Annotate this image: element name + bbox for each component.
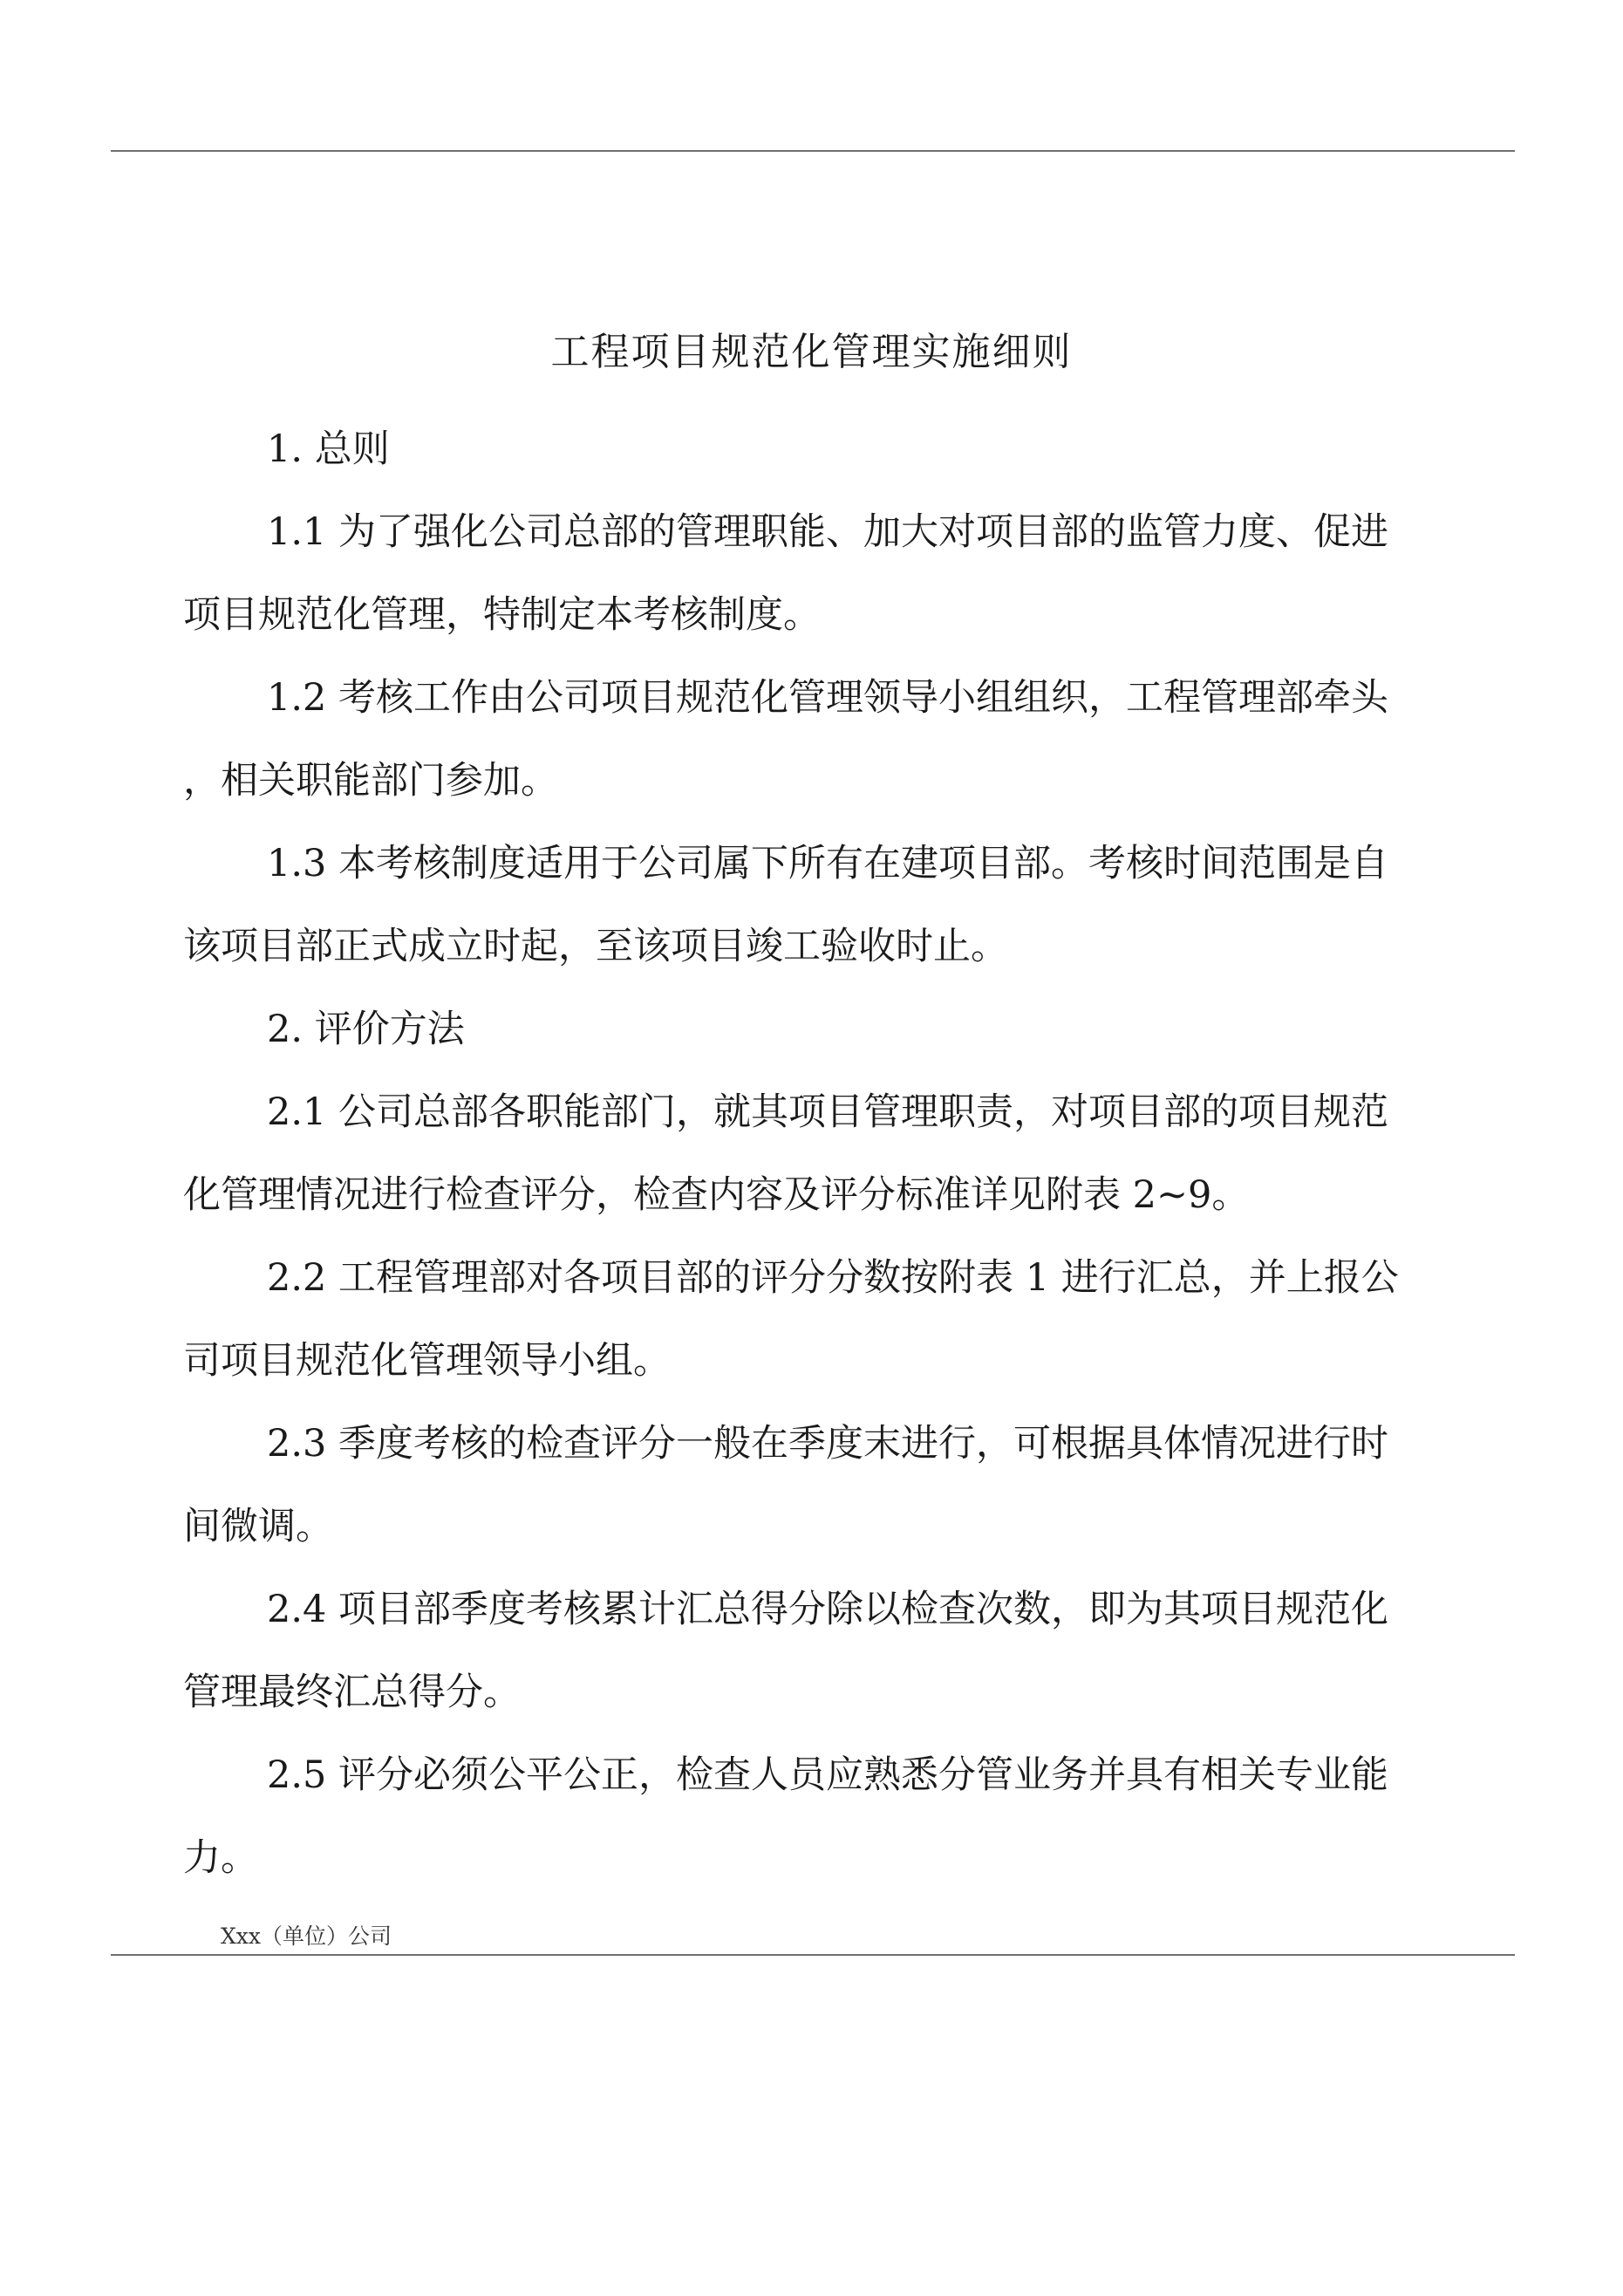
section-heading-evaluation	[183, 988, 1517, 1071]
paragraph-line: 1. 总则	[267, 427, 390, 471]
footer-rule	[111, 1954, 1515, 1956]
paragraph-line: 1.2 考核工作由公司项目规范化管理领导小组组织，工程管理部牵头	[267, 676, 1389, 720]
paragraph-2-2	[183, 1237, 1517, 1403]
section-heading-general	[183, 408, 1517, 491]
document-body	[183, 408, 1517, 1900]
header-rule	[111, 150, 1515, 152]
paragraph-line: 2.2 工程管理部对各项目部的评分分数按附表 1 进行汇总，并上报公	[267, 1256, 1399, 1300]
paragraph-2-1	[183, 1071, 1517, 1237]
paragraph-line: 力。	[183, 1836, 258, 1880]
paragraph-line: ，相关职能部门参加。	[183, 759, 558, 803]
paragraph-line: 2.4 项目部季度考核累计汇总得分除以检查次数，即为其项目规范化	[267, 1588, 1389, 1631]
paragraph-line: 司项目规范化管理领导小组。	[183, 1339, 671, 1383]
paragraph-1-3	[183, 823, 1517, 988]
paragraph-line: 管理最终汇总得分。	[183, 1671, 521, 1714]
paragraph-2-3	[183, 1403, 1517, 1568]
paragraph-line: 间微调。	[183, 1505, 333, 1548]
footer-company-name: Xxx（单位）公司	[221, 1924, 392, 1949]
paragraph-2-5	[183, 1734, 1517, 1900]
paragraph-line: 1.3 本考核制度适用于公司属下所有在建项目部。考核时间范围是自	[267, 842, 1389, 885]
paragraph-1-1	[183, 491, 1517, 657]
paragraph-1-2	[183, 657, 1517, 823]
paragraph-line: 1.1 为了强化公司总部的管理职能、加大对项目部的监管力度、促进	[267, 510, 1389, 554]
paragraph-line: 2.3 季度考核的检查评分一般在季度末进行，可根据具体情况进行时	[267, 1422, 1389, 1466]
paragraph-line: 化管理情况进行检查评分，检查内容及评分标准详见附表 2~9。	[183, 1173, 1250, 1217]
paragraph-line: 该项目部正式成立时起，至该项目竣工验收时止。	[183, 925, 1008, 968]
paragraph-line: 2.1 公司总部各职能部门，就其项目管理职责，对项目部的项目规范	[267, 1090, 1389, 1134]
paragraph-line: 2.5 评分必须公平公正，检查人员应熟悉分管业务并具有相关专业能	[267, 1753, 1389, 1797]
paragraph-2-4	[183, 1568, 1517, 1734]
paragraph-line: 项目规范化管理，特制定本考核制度。	[183, 593, 821, 637]
paragraph-line: 2. 评价方法	[267, 1008, 465, 1051]
document-title: 工程项目规范化管理实施细则	[550, 330, 1073, 374]
